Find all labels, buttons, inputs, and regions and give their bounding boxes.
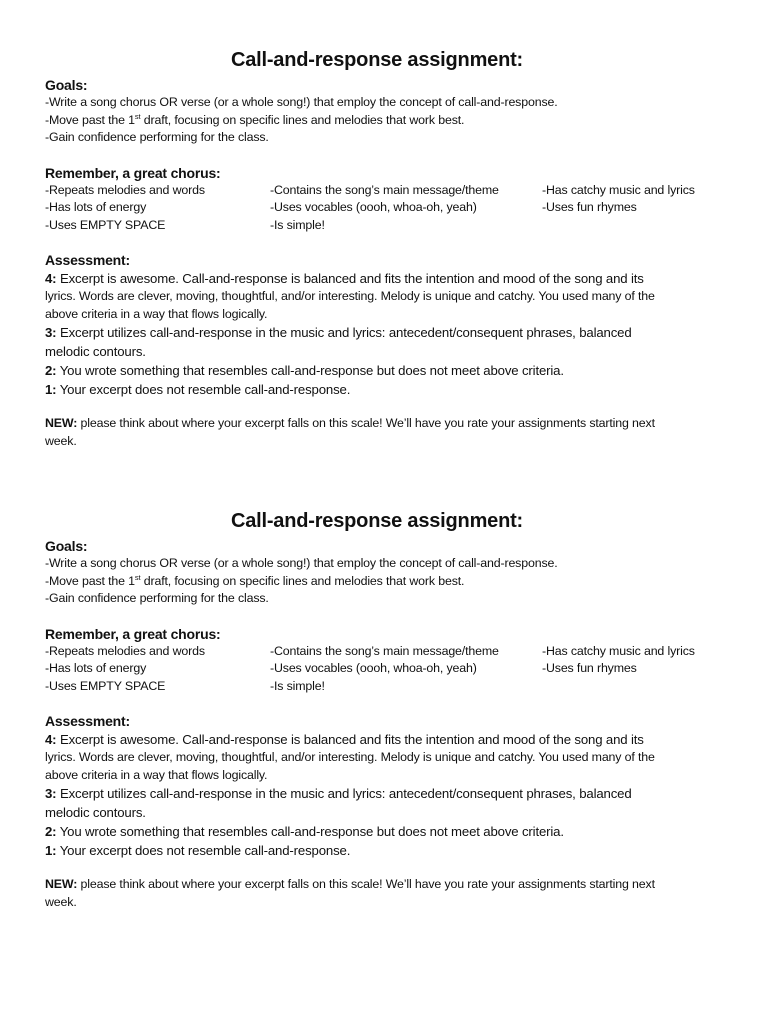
score-label: 3:	[45, 786, 57, 801]
score-2-line	[45, 822, 725, 841]
chorus-item: -Repeats melodies and words	[45, 643, 205, 658]
goal-text: draft, focusing on specific lines and melodies that work best.	[140, 112, 465, 127]
goal-item: -Gain confidence performing for the class.	[45, 591, 269, 605]
score-label: 3:	[45, 325, 57, 340]
handout-bottom	[45, 507, 725, 911]
score-label: 4:	[45, 732, 57, 747]
new-note	[45, 415, 725, 433]
chorus-item: -Uses fun rhymes	[542, 200, 637, 214]
chorus-item: -Is simple!	[270, 678, 325, 693]
handout-top	[45, 46, 725, 450]
chorus-item: -Uses EMPTY SPACE	[45, 678, 166, 693]
score-text: Excerpt utilizes call-and-response in the music and lyrics: antecedent/consequent phrases, balanced	[59, 786, 632, 801]
chorus-item: -Is simple!	[270, 217, 325, 232]
chorus-item: -Has catchy music and lyrics	[542, 643, 695, 658]
assessment-heading: Assessment:	[45, 713, 130, 729]
chorus-item: -Has lots of energy	[45, 661, 147, 675]
score-1-line	[45, 380, 725, 399]
chorus-item: -Uses fun rhymes	[542, 661, 637, 675]
goals-heading: Goals:	[45, 77, 88, 93]
score-text: Excerpt utilizes call-and-response in the music and lyrics: antecedent/consequent phrases, balanced	[59, 325, 632, 340]
assessment-heading: Assessment:	[45, 252, 130, 268]
score-label: 2:	[45, 363, 57, 378]
goal-item: -Write a song chorus OR verse (or a whole song!) that employ the concept of call-and-response.	[45, 556, 558, 570]
new-note	[45, 876, 725, 894]
goal-text: draft, focusing on specific lines and melodies that work best.	[140, 573, 465, 588]
score-text: Your excerpt does not resemble call-and-response.	[59, 843, 351, 858]
score-2-line	[45, 361, 725, 380]
goal-item	[45, 573, 725, 591]
score-text: Excerpt is awesome. Call-and-response is balanced and fits the intention and mood of the song and its	[59, 271, 644, 286]
new-note: week.	[45, 433, 77, 448]
goal-text: -Move past the 1	[45, 112, 135, 127]
goal-item	[45, 112, 725, 130]
new-text: please think about where your excerpt falls on this scale! We’ll have you rate your assignments starting next	[80, 416, 655, 430]
score-4-line: above criteria in a way that flows logically.	[45, 767, 268, 782]
chorus-list	[45, 643, 725, 696]
score-4-line: above criteria in a way that flows logically.	[45, 306, 268, 321]
score-text: Excerpt is awesome. Call-and-response is balanced and fits the intention and mood of the song and its	[59, 732, 644, 747]
goals-heading: Goals:	[45, 538, 88, 554]
chorus-item: -Contains the song’s main message/theme	[270, 182, 499, 197]
score-3-line	[45, 784, 725, 803]
score-text: You wrote something that resembles call-and-response but does not meet above criteria.	[59, 824, 564, 839]
chorus-heading: Remember, a great chorus:	[45, 164, 221, 181]
chorus-list	[45, 182, 725, 235]
score-3-line	[45, 323, 725, 342]
chorus-item: -Uses vocables (oooh, whoa-oh, yeah)	[270, 200, 477, 214]
chorus-item: -Uses vocables (oooh, whoa-oh, yeah)	[270, 661, 477, 675]
page-title: Call-and-response assignment:	[230, 49, 524, 71]
goal-item: -Write a song chorus OR verse (or a whole song!) that employ the concept of call-and-response.	[45, 95, 558, 109]
score-3-line: melodic contours.	[45, 344, 146, 359]
new-note: week.	[45, 894, 77, 909]
score-3-line: melodic contours.	[45, 805, 146, 820]
chorus-item: -Has catchy music and lyrics	[542, 182, 695, 197]
new-label: NEW:	[45, 877, 78, 891]
chorus-item: -Contains the song’s main message/theme	[270, 643, 499, 658]
chorus-item: -Uses EMPTY SPACE	[45, 217, 166, 232]
score-4-line: lyrics. Words are clever, moving, thoughtful, and/or interesting. Melody is unique and catchy. You used many of the	[45, 750, 655, 764]
score-text: You wrote something that resembles call-and-response but does not meet above criteria.	[59, 363, 564, 378]
chorus-heading: Remember, a great chorus:	[45, 625, 221, 642]
chorus-item: -Has lots of energy	[45, 200, 147, 214]
goal-text: -Move past the 1	[45, 573, 135, 588]
score-label: 2:	[45, 824, 57, 839]
score-label: 1:	[45, 843, 57, 858]
superscript: st	[134, 111, 141, 121]
superscript: st	[134, 572, 141, 582]
new-label: NEW:	[45, 416, 78, 430]
score-4-line	[45, 269, 725, 288]
score-label: 1:	[45, 382, 57, 397]
new-text: please think about where your excerpt falls on this scale! We’ll have you rate your assignments starting next	[80, 877, 655, 891]
score-text: Your excerpt does not resemble call-and-response.	[59, 382, 351, 397]
score-4-line: lyrics. Words are clever, moving, thoughtful, and/or interesting. Melody is unique and catchy. You used many of the	[45, 289, 655, 303]
score-label: 4:	[45, 271, 57, 286]
score-4-line	[45, 730, 725, 749]
score-1-line	[45, 841, 725, 860]
chorus-item: -Repeats melodies and words	[45, 182, 205, 197]
goal-item: -Gain confidence performing for the class.	[45, 130, 269, 144]
page-title: Call-and-response assignment:	[230, 510, 524, 532]
